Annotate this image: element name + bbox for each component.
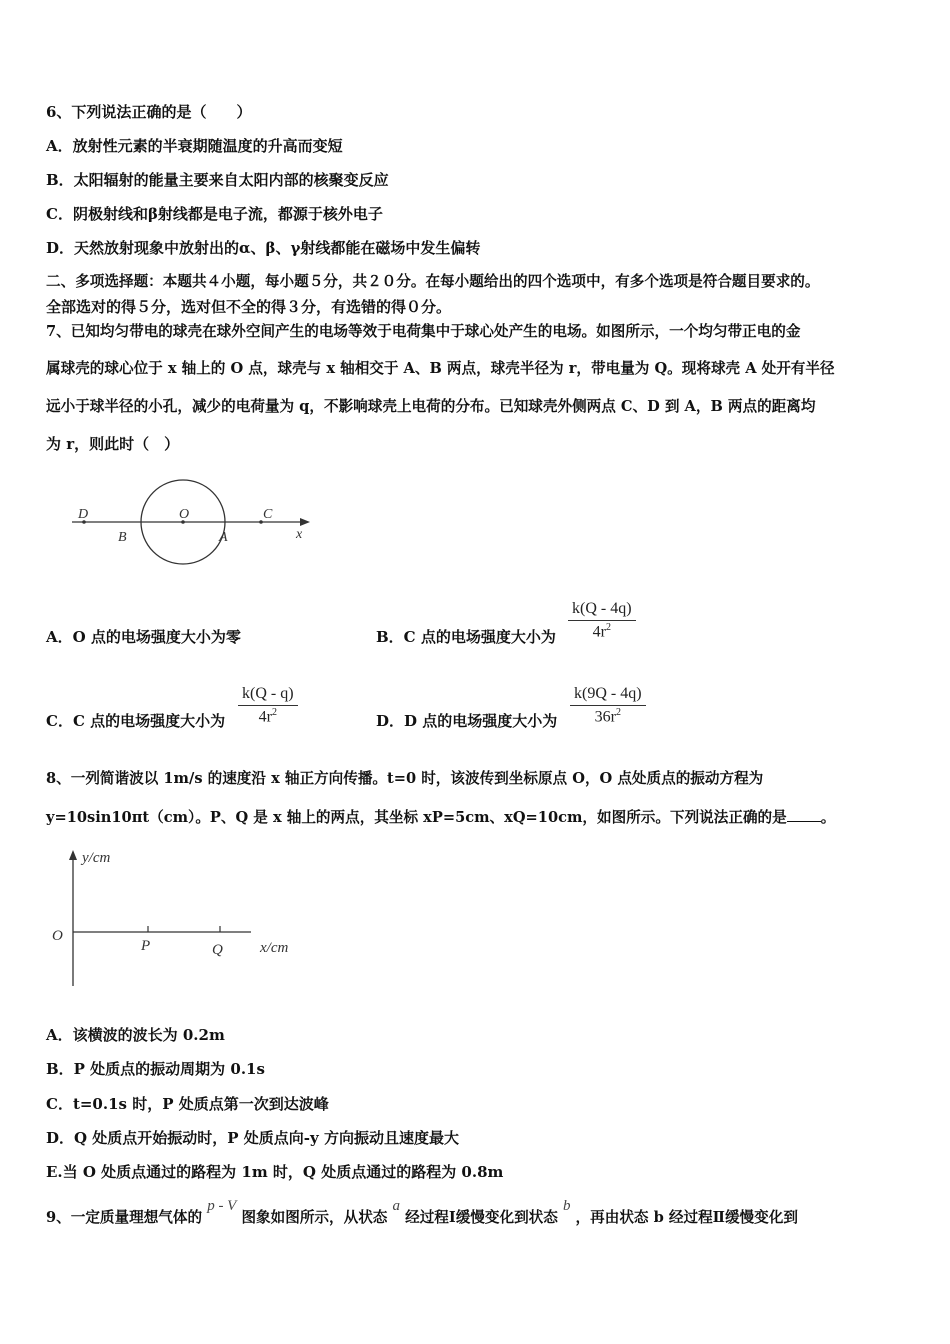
q9-pv-symbol: p - V (207, 1198, 237, 1214)
q7-option-a: A．O 点的电场强度大小为零 (46, 628, 241, 646)
frac-b-exponent: 2 (605, 622, 611, 633)
label-a: A (219, 530, 228, 545)
y-axis-arrow (69, 850, 77, 860)
section2-line1: 二、多项选择题：本题共４小题，每小题５分，共２０分。在每小题给出的四个选项中，有多个选项是符合题目要求的。 (46, 273, 820, 290)
q8-option-d: D．Q 处质点开始振动时，P 处质点向-y 方向振动且速度最大 (46, 1129, 459, 1147)
origin-label: O (52, 928, 63, 944)
q8-line2-end: 。 (820, 809, 836, 826)
q6-option-b: B．太阳辐射的能量主要来自太阳内部的核聚变反应 (46, 171, 389, 189)
q6-stem: 6、下列说法正确的是（ ） (46, 103, 252, 121)
q9-state-a: a (392, 1198, 400, 1214)
label-x: x (296, 527, 303, 542)
q7-line4: 为 r，则此时（ ） (46, 435, 180, 453)
q8-line2 (46, 807, 835, 828)
q7-line3: 远小于球半径的小孔，减少的电荷量为 q，不影响球壳上电荷的分布。已知球壳外侧两点 C、D 到 A，B 两点的距离均 (46, 398, 816, 415)
q7-sphere-figure (64, 478, 324, 570)
label-c: C (263, 507, 273, 522)
frac-c-exponent: 2 (271, 707, 277, 718)
frac-c-numerator: k(Q - q) (242, 685, 294, 702)
q9-line1 (46, 1198, 798, 1228)
q9-mid2: 经过程Ⅰ缓慢变化到状态 (405, 1209, 558, 1226)
q7-option-b: B．C 点的电场强度大小为 (376, 628, 556, 646)
q-label: Q (212, 942, 223, 958)
q8-line1: 8、一列简谐波以 1m/s 的速度沿 x 轴正方向传播。t=0 时，该波传到坐标原点 O，O 点处质点的振动方程为 (46, 770, 764, 787)
q8-option-b: B．P 处质点的振动周期为 0.1s (46, 1060, 265, 1078)
q9-state-b: b (562, 1198, 571, 1214)
y-axis-label: y/cm (82, 850, 111, 866)
q7-line1: 7、已知均匀带电的球壳在球外空间产生的电场等效于电荷集中于球心处产生的电场。如图所示，一个均匀带正电的金 (46, 323, 801, 340)
x-axis-label: x/cm (260, 940, 289, 956)
frac-b-denominator: 4r (592, 623, 606, 641)
label-d: D (78, 507, 89, 522)
frac-d-denominator: 36r (594, 708, 616, 726)
q8-line2-text: y=10sin10πt（cm）。P、Q 是 x 轴上的两点，其坐标 xP=5cm、xQ=10cm，如图所示。下列说法正确的是 (46, 809, 787, 826)
frac-c-denominator: 4r (258, 708, 272, 726)
label-o: O (179, 507, 190, 522)
q6-option-c: C．阴极射线和β射线都是电子流，都源于核外电子 (46, 205, 383, 223)
q7-option-b-fraction (568, 600, 636, 641)
q7-option-d-fraction (570, 685, 646, 726)
q7-option-c-fraction (238, 685, 298, 726)
q7-option-d: D．D 点的电场强度大小为 (376, 712, 558, 730)
q8-option-e: E.当 O 处质点通过的路程为 1m 时，Q 处质点通过的路程为 0.8m (46, 1163, 504, 1181)
q6-option-d: D．天然放射现象中放射出的α、β、γ射线都能在磁场中发生偏转 (46, 239, 481, 257)
frac-d-exponent: 2 (615, 707, 621, 718)
q6-option-a: A．放射性元素的半衰期随温度的升高而变短 (46, 137, 343, 155)
q8-option-c: C．t=0.1s 时，P 处质点第一次到达波峰 (46, 1095, 329, 1113)
label-b: B (118, 530, 127, 545)
q7-line2: 属球壳的球心位于 x 轴上的 O 点，球壳与 x 轴相交于 A、B 两点，球壳半径为 r，带电量为 Q。现将球壳 A 处开有半径 (46, 360, 835, 377)
p-label: P (141, 938, 151, 954)
q8-wave-axes-figure (46, 846, 316, 991)
frac-b-numerator: k(Q - 4q) (572, 600, 632, 617)
answer-blank (787, 807, 821, 822)
q7-option-c: C．C 点的电场强度大小为 (46, 712, 226, 730)
q9-mid1: 图象如图所示，从状态 (241, 1209, 388, 1226)
section2-line2: 全部选对的得５分，选对但不全的得３分，有选错的得０分。 (46, 298, 452, 316)
q8-option-a: A．该横波的波长为 0.2m (46, 1026, 225, 1044)
x-axis-arrow (300, 518, 310, 526)
frac-d-numerator: k(9Q - 4q) (574, 685, 642, 702)
q9-start: 9、一定质量理想气体的 (46, 1209, 203, 1226)
q9-end: ，再由状态 b 经过程Ⅱ缓慢变化到 (575, 1209, 798, 1226)
